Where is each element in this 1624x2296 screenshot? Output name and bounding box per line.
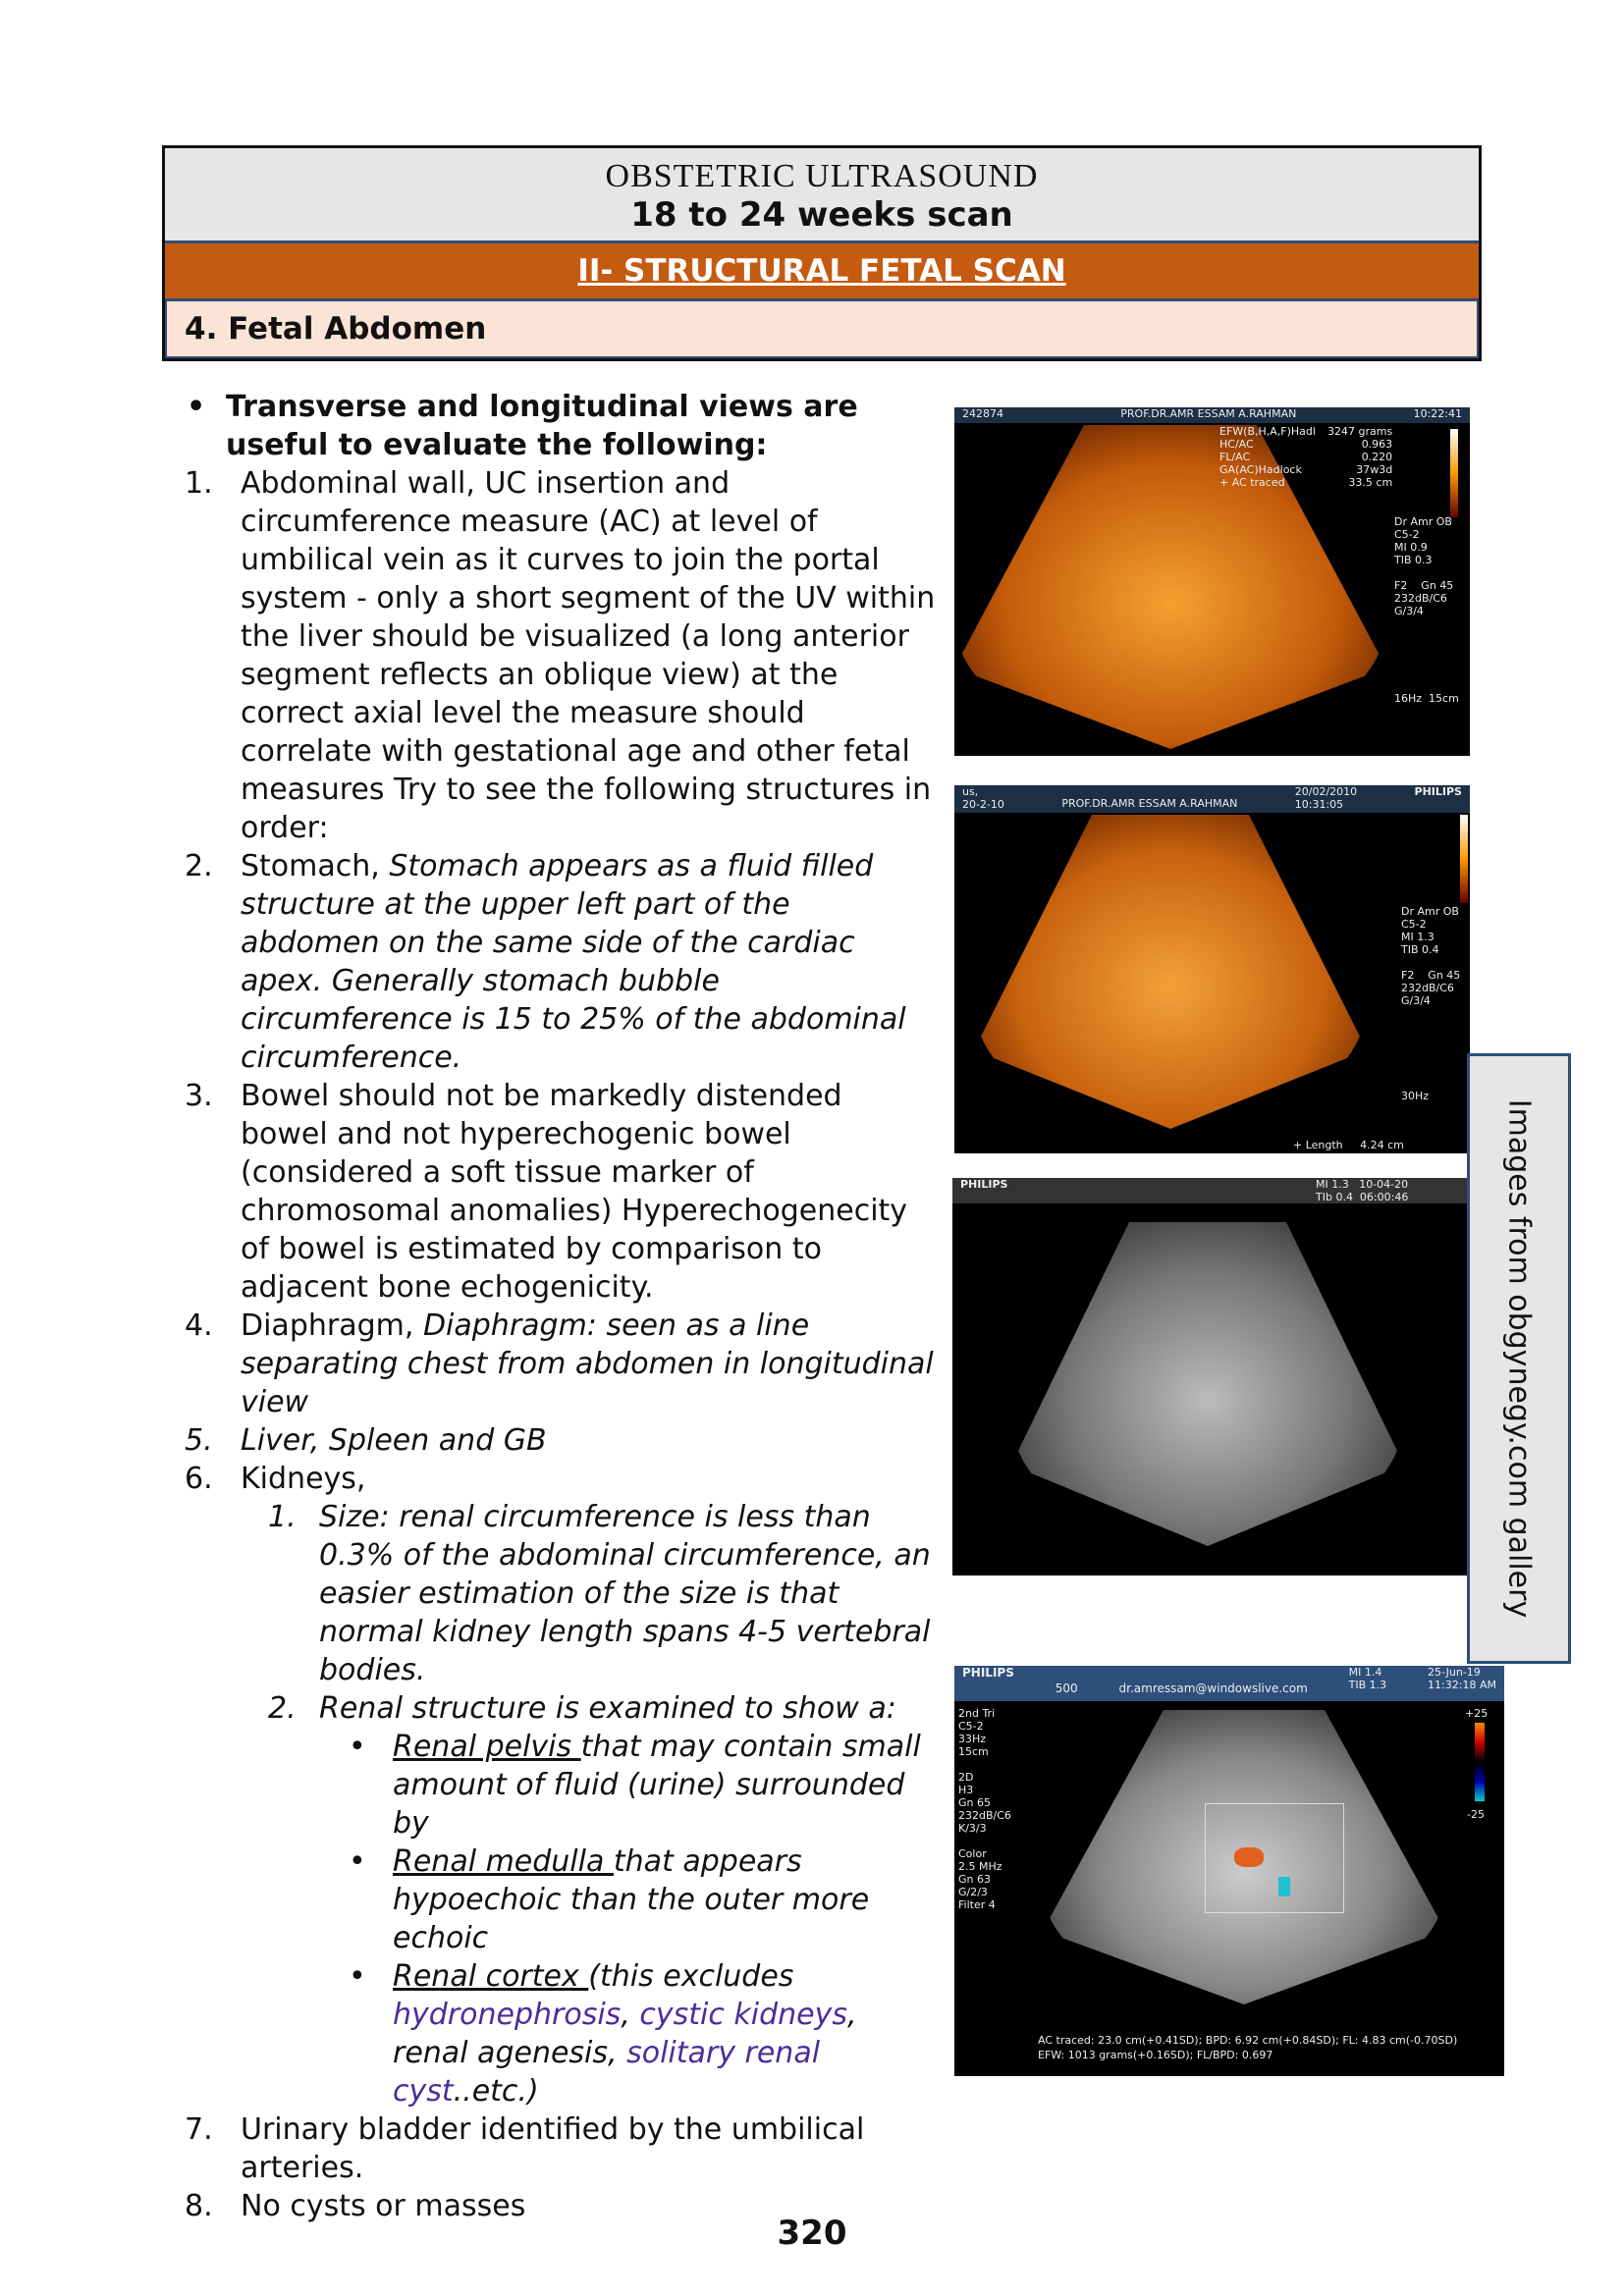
link-solitary-renal-cyst[interactable]: solitary renal cyst (393, 2036, 821, 2109)
header-box (162, 145, 1482, 361)
body-text: • Transverse and longitudinal views are useful to evaluate the following: 1. Abdominal wall, UC insertion and circumference measure (AC) at level of umbilical vein as it curves to join the portal system - only a short segment of the UV within the liver should be visualized (a long anterior segment reflects an oblique view) at the correct axial level the measure should correlate with gestational age and other fetal measures Try to see the following structures in order: 2. Stomach, Stomach appears as a fluid filled structure at the upper left part of the abdomen on the same side of the cardiac apex. Generally stomach bubble circumference is 15 to 25% of the abdominal circumference. 3. Bowel should not be markedly distended bowel and not hyperechogenic bowel (considered a soft tissue marker of chromosomal anomalies) Hyperechogenecity of bowel is estimated by comparison to adjacent bone echogenicity. 4. Diaphragm, Diaphragm: seen as a line separating chest from abdomen in longitudinal view 5. Liver, Spleen and GB 6. Kidneys, 1. Size: renal circumference is less than 0.3% of the abdominal circumference, an easier estimation of the size is that normal kidney length spans 4-5 vertebral bodies. 2. Renal structure is examined to show a: • Renal pelvis that may contain small amount of fluid (urine) surrounded by • Renal medulla that appears hypoechoic than the outer more echoic • Renal cortex (this excludes hydronephrosis, cystic kidneys, renal agenesis, solitary renal cyst..etc.) 7. Urinary bladder identified by the umbilical arteries. 8. No cysts or masses (182, 388, 938, 2225)
link-cystic-kidneys[interactable]: cystic kidneys (639, 1998, 848, 2032)
list-item: 2. Stomach, Stomach appears as a fluid filled structure at the upper left part of the abdomen on the same side of the cardiac apex. Generally stomach bubble circumference is 15 to 25% of the abdominal circumference. (185, 849, 906, 1075)
ultrasound-image-1: 242874 PROF.DR.AMR ESSAM A.RAHMAN 10:22:41 EFW(B,H,A,F)Hadl HC/AC FL/AC GA(AC)Hadlock + AC traced 3247 grams 0.963 0.220 37w3d 33.5 cm Dr Amr OB C5-2 MI 0.9 TIB 0.3 F2 Gn 45 232dB/C6 G/3/4 16Hz 15cm (954, 407, 1470, 756)
section-title: OBSTETRIC ULTRASOUND (605, 158, 1039, 194)
img3-info: MI 1.3 10-04-20 TIb 0.4 06:00:46 (1316, 1178, 1409, 1203)
list-item: 7. Urinary bladder identified by the umbilical arteries. (185, 2112, 865, 2185)
list-item: 5. Liver, Spleen and GB (185, 1423, 547, 1458)
ultrasound-image-2: us, 20-2-10 PROF.DR.AMR ESSAM A.RAHMAN 20/02/2010 10:31:05 PHILIPS Dr Amr OB C5-2 MI 1.3 TIB 0.4 F2 Gn 45 232dB/C6 G/3/4 30Hz + Length 4.24 cm (954, 785, 1470, 1153)
ultrasound-image-4: PHILIPS 500 dr.amressam@windowslive.com MI 1.4 TIB 1.3 25-Jun-19 11:32:18 AM 2nd Tri C5-2 33Hz 15cm 2D H3 Gn 65 232dB/C6 K/3/3 Color 2.5 MHz Gn 63 G/2/3 Filter 4 +25 -25 AC traced: 23.0 cm(+0.41SD); BPD: 6.92 cm(+0.84SD); FL: 4.83 cm(-0.70SD) EFW: 1013 grams(+0.16SD); FL/BPD: 0.697 (954, 1666, 1504, 2076)
page-number: 320 (777, 2214, 847, 2253)
link-hydronephrosis[interactable]: hydronephrosis (393, 1998, 622, 2032)
list-item: 8. No cysts or masses (185, 2189, 526, 2223)
image-source-sidebar: Images from obgynegy.com gallery (1467, 1053, 1571, 1664)
list-item: 4. Diaphragm, Diaphragm: seen as a line separating chest from abdomen in longitudinal view (185, 1308, 934, 1419)
scan-title: 18 to 24 weeks scan (630, 195, 1013, 235)
list-item: 2. Renal structure is examined to show a: (268, 1691, 896, 1726)
list-item: • Renal cortex (this excludes hydronephrosis, cystic kidneys, renal agenesis, solitary renal cyst..etc.) (349, 1959, 857, 2109)
list-item: 1. Abdominal wall, UC insertion and circumference measure (AC) at level of umbilical vein as it curves to join the portal system - only a short segment of the UV within the liver should be visualized (a long anterior segment reflects an oblique view) at the correct axial level the measure should correlate with gestational age and other fetal measures Try to see the following structures in order: (185, 466, 936, 845)
list-item: • Renal medulla that appears hypoechoic than the outer more echoic (349, 1844, 870, 1955)
list-item: 1. Size: renal circumference is less than 0.3% of the abdominal circumference, an easier estimation of the size is that normal kidney length spans 4-5 vertebral bodies. (268, 1500, 931, 1687)
list-item: 6. Kidneys, (185, 1462, 366, 1496)
topic-heading: 4. Fetal Abdomen (165, 301, 1479, 358)
intro: Transverse and longitudinal views are useful to evaluate the following: (226, 390, 858, 462)
part-heading: II- STRUCTURAL FETAL SCAN (577, 253, 1066, 289)
list-item: 3. Bowel should not be markedly distended bowel and not hyperechogenic bowel (considered a soft tissue marker of chromosomal anomalies) Hyperechogenecity of bowel is estimated by comparison to adjacent bone echogenicity. (185, 1079, 908, 1305)
ultrasound-image-3: PHILIPS MI 1.3 10-04-20 TIb 0.4 06:00:46 (952, 1178, 1483, 1575)
list-item: • Renal pelvis that may contain small amount of fluid (urine) surrounded by (349, 1730, 921, 1841)
